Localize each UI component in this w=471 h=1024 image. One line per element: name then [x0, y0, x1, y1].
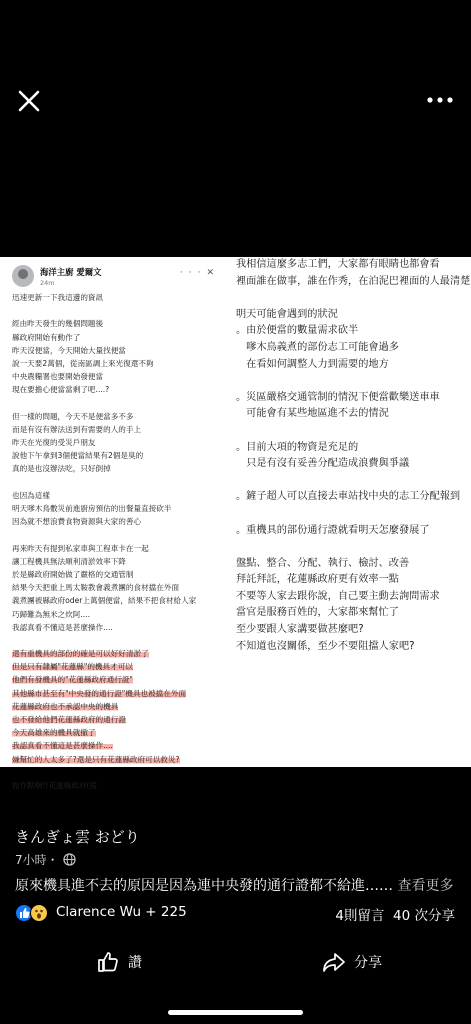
embedded-text-line-content: 他們有發機具的"花蓮縣政府通行證"	[12, 675, 133, 685]
like-button[interactable]	[96, 948, 142, 976]
globe-icon	[63, 853, 76, 866]
home-indicator[interactable]	[168, 1010, 303, 1015]
embedded-close-icon: ✕	[206, 268, 220, 278]
embedded-text-line	[12, 673, 224, 686]
embedded-text-line-content: 義煮團被縣政府oder上萬個便當，結果不把食材給人家	[12, 596, 197, 606]
embedded-text-line-content: 現在要擔心便當當剩了吧....?	[12, 385, 110, 395]
embedded-text-line	[236, 373, 471, 390]
embedded-text-line	[12, 331, 224, 344]
embedded-text-line: 。目前大項的物資是充足的	[236, 441, 359, 453]
embedded-text-line: 至少要跟人家講要做甚麼吧?	[236, 624, 364, 636]
embedded-text-line: 。重機具的部份通行證就看明天怎麼發展了	[236, 524, 430, 536]
embedded-text-line	[12, 436, 224, 449]
embedded-text-line: 裡面誰在做事，誰在作秀，在泊泥巴裡面的人最清楚	[236, 275, 471, 287]
embedded-more-icon: ···	[179, 268, 207, 278]
reactions-summary[interactable]	[0, 900, 471, 926]
embedded-text-line: 。由於便當的數量需求砍半	[236, 325, 359, 337]
embedded-text-line	[12, 779, 224, 792]
embedded-text-line	[12, 542, 224, 555]
embedded-text-line: 當官是服務百姓的，大家都來幫忙了	[236, 607, 399, 619]
embedded-text-line-content: 昨天沒便當，今天開始大量找便當	[12, 345, 126, 355]
embedded-text-line	[12, 568, 224, 581]
embedded-text-line	[12, 410, 224, 423]
like-label: 讚	[128, 955, 142, 971]
embedded-text-line	[12, 423, 224, 436]
reaction-icons	[15, 903, 53, 923]
embedded-text-line-content: 而是有沒有辦法送到有需要的人的手上	[12, 424, 142, 434]
action-bar	[0, 942, 471, 982]
embedded-text-line-content: 振作點啊!!花蓮縣政府(搖	[12, 780, 97, 790]
embedded-text-line-content: 經由昨天發生的幾個問題後	[12, 319, 104, 329]
embedded-header-icons	[180, 267, 220, 280]
embedded-text-line-content: 我認真看不懂這是甚麼操作....	[12, 741, 113, 751]
embedded-text-line: 明天可能會遇到的狀況	[236, 308, 338, 320]
more-options-button[interactable]	[423, 90, 457, 110]
embedded-text-line	[12, 476, 224, 489]
embedded-text-line	[12, 357, 224, 370]
embedded-text-line: 。鏟子超人可以直接去車站找中央的志工分配報到	[236, 491, 461, 503]
post-meta	[15, 849, 76, 865]
embedded-text-line	[12, 700, 224, 713]
embedded-text-line	[12, 489, 224, 502]
share-label: 分享	[354, 955, 382, 971]
photo-left-column	[0, 257, 228, 790]
embedded-text-line-content: 縣政府開始有動作了	[12, 332, 81, 342]
share-arrow-icon	[322, 950, 346, 974]
embedded-text-line	[12, 634, 224, 647]
embedded-text-line-content: 但是只有隸屬"花蓮縣"的機具才可以	[12, 662, 133, 672]
embedded-text-line-content: 嫌幫忙的人太多了?還是只有花蓮縣政府可以救災?	[12, 754, 180, 764]
post-text-body: 原來機具進不去的原因是因為連中央發的通行證都不給進……	[15, 878, 393, 894]
embedded-text-line	[12, 660, 224, 673]
embedded-text-line	[12, 370, 224, 383]
more-horizontal-icon	[423, 90, 457, 110]
embedded-text-line-content: 我認真看不懂這是甚麼操作....	[12, 622, 113, 632]
embedded-text-line: 只是有沒有妥善分配造成浪費與爭議	[236, 458, 410, 470]
embedded-text-line	[12, 647, 224, 660]
embedded-text-line	[12, 449, 224, 462]
embedded-text-line	[12, 515, 224, 528]
post-author[interactable]: きんぎょ雲 おどり	[15, 828, 140, 846]
embedded-text-line	[12, 594, 224, 607]
embedded-text-line	[12, 383, 224, 396]
embedded-text-line: 在看如何調整人力到需要的地方	[236, 358, 389, 370]
embedded-text-line: 嗲木鳥義煮的部份志工可能會過多	[236, 341, 399, 353]
embedded-text-line: 盤點、整合、分配、執行、檢討、改善	[236, 557, 410, 569]
embedded-text-line	[12, 344, 224, 357]
embedded-text-line	[12, 753, 224, 766]
embedded-text-line-content: 也不發給他們花蓮縣政府的通行證	[12, 715, 126, 724]
embedded-post-header	[12, 263, 222, 289]
photo-right-column	[236, 257, 471, 767]
embedded-text-line-content: 其他縣市甚至有"中央發的通行證"機具也被擋在外面	[12, 688, 187, 698]
embedded-text-line-content: 讓工程機具無法順利清淤效率下降	[12, 556, 126, 566]
embedded-text-line	[12, 291, 224, 304]
embedded-text-line: 拜託拜託，花蓮縣政府更有效率一點	[236, 574, 399, 586]
embedded-text-line	[236, 539, 471, 556]
embedded-text-line-content: 明天嗲木鳥數災前進廚房預估的出餐量直接砍半	[12, 504, 172, 513]
embedded-text-line-content: 說一天要2萬個，從南區調上來光復還不夠	[12, 358, 154, 368]
post-text	[15, 875, 460, 895]
see-more-link[interactable]: 查看更多	[397, 878, 454, 894]
embedded-text-line	[236, 506, 471, 523]
embedded-text-line-content: 迅速更新一下我這邊的資訊	[12, 293, 104, 302]
embedded-text-line-content: 也因為這樣	[12, 490, 50, 500]
embedded-text-line	[12, 528, 224, 541]
embedded-text-line	[12, 581, 224, 594]
close-button[interactable]	[14, 86, 44, 116]
embedded-text-line	[236, 290, 471, 307]
embedded-text-line-content: 巧歸難為無米之炊阿....	[12, 609, 90, 619]
comment-count[interactable]: 4則留言	[335, 908, 385, 924]
embedded-post-body	[12, 291, 224, 792]
embedded-post-time: 24m	[40, 279, 55, 287]
embedded-text-line	[12, 687, 224, 700]
embedded-text-line	[12, 317, 224, 330]
embedded-text-line-content: 今天高雄來的機具就撤了	[12, 728, 96, 738]
embedded-text-line	[236, 423, 471, 440]
embedded-text-line-content: 昨天在光復的受災戶朋友	[12, 438, 96, 448]
engagement-counts	[335, 904, 455, 924]
embedded-text-line	[12, 462, 224, 475]
embedded-text-line	[12, 713, 224, 726]
embedded-post-body-continued	[236, 257, 471, 655]
embedded-text-line-content: 中央農糧署也要開始發便當	[12, 372, 104, 382]
viewer-top-bar	[0, 0, 471, 210]
embedded-text-line-content: 花蓮縣政府也不承認中央的機具	[12, 701, 119, 711]
embedded-text-line	[12, 621, 224, 634]
embedded-text-line	[12, 502, 224, 515]
embedded-text-line: 不要等人家去跟你說，自己要主動去詢問需求	[236, 590, 440, 602]
post-time: 7小時・	[15, 853, 59, 867]
embedded-poster-name: 海洋主廚 愛爾文	[40, 267, 102, 277]
embedded-text-line-content: 因為就不想浪費食物資源與大家的善心	[12, 517, 142, 527]
embedded-text-line-content: 還有重機具的部份的確是可以好好清淤了	[12, 649, 149, 659]
close-icon	[14, 86, 44, 116]
embedded-text-line	[12, 726, 224, 739]
embedded-avatar	[12, 265, 34, 287]
embedded-text-line-content: 再來昨天有提到私家車與工程車卡在一起	[12, 543, 149, 553]
reaction-names[interactable]: Clarence Wu + 225	[56, 904, 187, 920]
post-photo[interactable]	[0, 257, 471, 790]
embedded-text-line: 。災區嚴格交通管制的情況下便當歡樂送車車	[236, 391, 440, 403]
embedded-text-line-content: 結果今天把重上馬太鞍教會義煮團的食材擋在外面	[12, 583, 180, 593]
share-count[interactable]: 40 次分享	[393, 908, 455, 924]
embedded-text-line	[12, 766, 224, 779]
embedded-text-line-content: 真的是也沒辦法吃，只好倒掉	[12, 464, 111, 474]
embedded-text-line: 不知道也沒關係，至少不要阻擋人家吧?	[236, 640, 415, 652]
embedded-text-line: 可能會有某些地區進不去的情況	[236, 408, 389, 420]
embedded-text-line	[12, 304, 224, 317]
embedded-text-line	[12, 739, 224, 752]
share-button[interactable]	[322, 948, 382, 976]
embedded-text-line	[12, 608, 224, 621]
embedded-text-line: 我相信這麼多志工們，大家都有眼睛也都會看	[236, 259, 440, 270]
embedded-text-line-content: 但一樣的問題，今天不是便當多不多	[12, 411, 134, 421]
embedded-text-line-content: 說他下午拿到3個便當結果有2個是臭的	[12, 451, 144, 461]
thumbs-up-icon	[96, 950, 120, 974]
embedded-text-line	[12, 555, 224, 568]
embedded-text-line	[236, 473, 471, 490]
embedded-text-line-content: 於是縣政府開始做了嚴格的交通管制	[12, 569, 134, 579]
wow-reaction-icon	[30, 904, 48, 922]
embedded-text-line	[12, 397, 224, 410]
